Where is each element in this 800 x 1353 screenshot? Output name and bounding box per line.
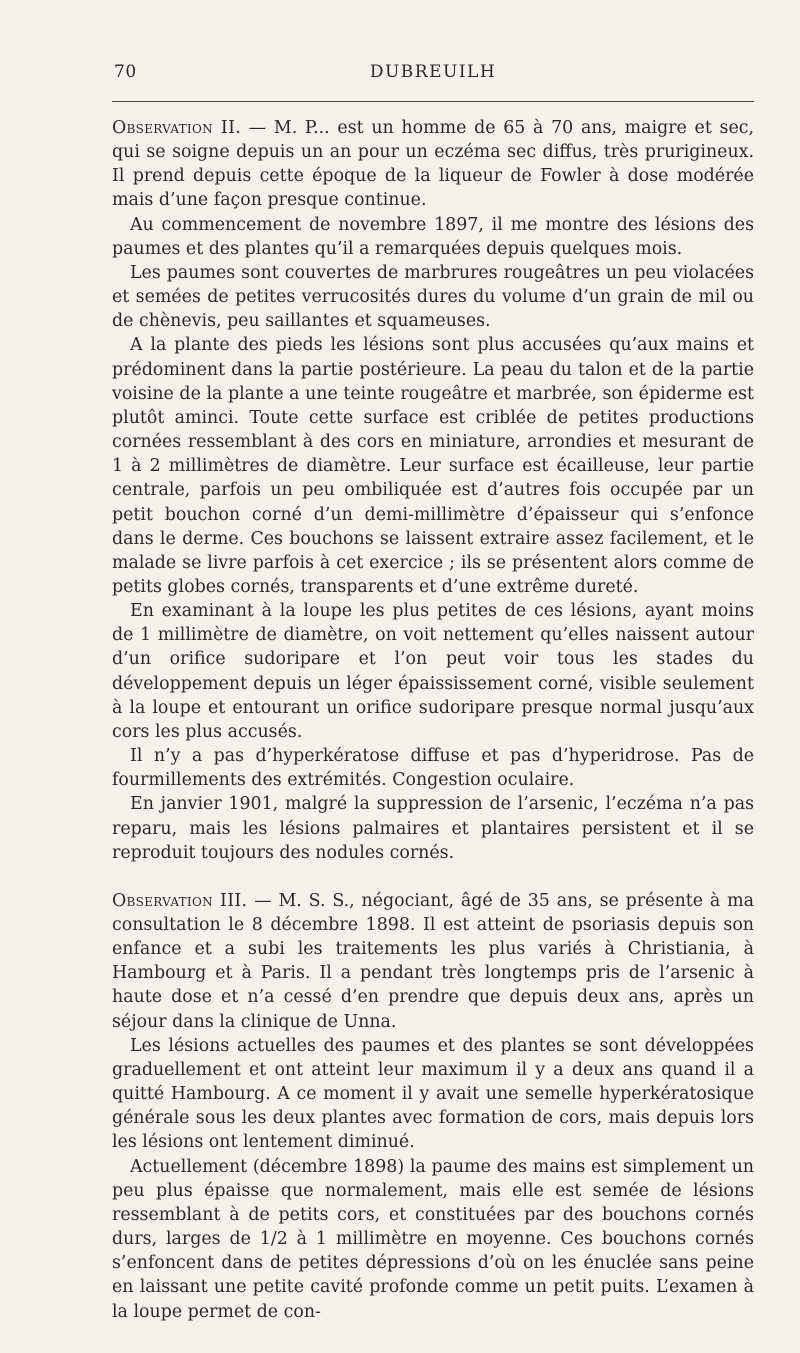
paragraph: Les lésions actuelles des paumes et des plantes se sont développées graduellement et ont atteint leur maximum il y a deux ans quand il a quitté Hambourg. A ce moment il y avait une semelle hyperkératosique générale sous les deux plantes avec formation de cors, mais depuis lors les lésions ont lentement diminué. [112, 1035, 754, 1153]
paragraph: En janvier 1901, malgré la suppression de l’arsenic, l’eczéma n’a pas reparu, mais les lésions palmaires et plantaires persistent et il se reproduit toujours des nodules cornés. [112, 794, 754, 863]
observation-2-intro-text: — M. P... est un homme de 65 à 70 ans, maigre et sec, qui se soigne depuis un an pour un eczéma sec diffus, très prurigineux. Il prend depuis cette époque de la liqueur de Fowler à dose modérée mais d’une façon presque continue. [112, 118, 755, 211]
page-header [112, 0, 754, 102]
paragraph: En examinant à la loupe les plus petites de ces lésions, ayant moins de 1 millimètre de diamètre, on voit nettement qu’elles naissent autour d’un orifice sudoripare et l’on peut voir tous les stades du développement depuis un léger épaississement corné, visible seulement à la loupe et entourant un orifice sudoripare presque normal jusqu’aux cors les plus accusés. [112, 601, 754, 742]
paragraph: A la plante des pieds les lésions sont plus accusées qu’aux mains et prédominent dans la partie postérieure. La peau du talon et de la partie voisine de la plante a une teinte rougeâtre et marbrée, son épiderme est plutôt aminci. Toute cette surface est criblée de petites productions cornées ressemblant à des cors en miniature, arrondies et mesurant de 1 à 2 millimètres de diamètre. Leur surface est écailleuse, leur partie centrale, parfois un peu ombiliquée est d’autres fois occupée par un petit bouchon corné d’un demi-millimètre d’épaisseur qui s’enfonce dans le derme. Ces bouchons se laissent extraire assez facilement, et le malade se livre parfois à cet exercice ; ils se présentent alors comme de petits globes cornés, transparents et d’une extrême dureté. [112, 335, 754, 597]
observation-3-intro [112, 889, 754, 1034]
paragraph: Actuellement (décembre 1898) la paume des mains est simplement un peu plus épaisse que normalement, mais elle est semée de lésions ressemblant à de petits cors, et constituées par des bouchons cornés durs, larges de 1/2 à 1 millimètre en moyenne. Ces bouchons cornés s’enfoncent dans de petites dépressions d’où on les énuclée sans peine en laissant une petite cavité profonde comme un petit puits. L’examen à la loupe permet de con- [112, 1156, 754, 1322]
header-rule [112, 101, 754, 102]
observation-2-intro [112, 116, 754, 213]
paragraph: Les paumes sont couvertes de marbrures rougeâtres un peu violacées et semées de petites verrucosités dures du volume d’un grain de mil ou de chènevis, peu saillantes et squameuses. [112, 262, 754, 332]
paragraph: Au commencement de novembre 1897, il me montre des lésions des paumes et des plantes qu’il a remarquées depuis quelques mois. [112, 214, 754, 259]
observation-3-heading: Observation III. [112, 890, 248, 911]
running-title: DUBREUILH [369, 62, 497, 82]
observation-3-intro-text: — M. S. S., négociant, âgé de 35 ans, se présente à ma consultation le 8 décembre 1898. Il est atteint de psoriasis depuis son enfance et a subi les traitements les plus variés à Christiania, à Hambourg et à Paris. Il a pendant très longtemps pris de l’arsenic à haute dose et n’a cessé d’en prendre que depuis deux ans, après un séjour dans la clinique de Unna. [112, 890, 754, 1032]
page-body [112, 102, 754, 1324]
observation-2-heading: Observation II. [112, 118, 242, 138]
paragraph: Il n’y a pas d’hyperkératose diffuse et pas d’hyperidrose. Pas de fourmillements des extrémités. Congestion oculaire. [112, 746, 754, 791]
page-number: 70 [114, 62, 137, 82]
